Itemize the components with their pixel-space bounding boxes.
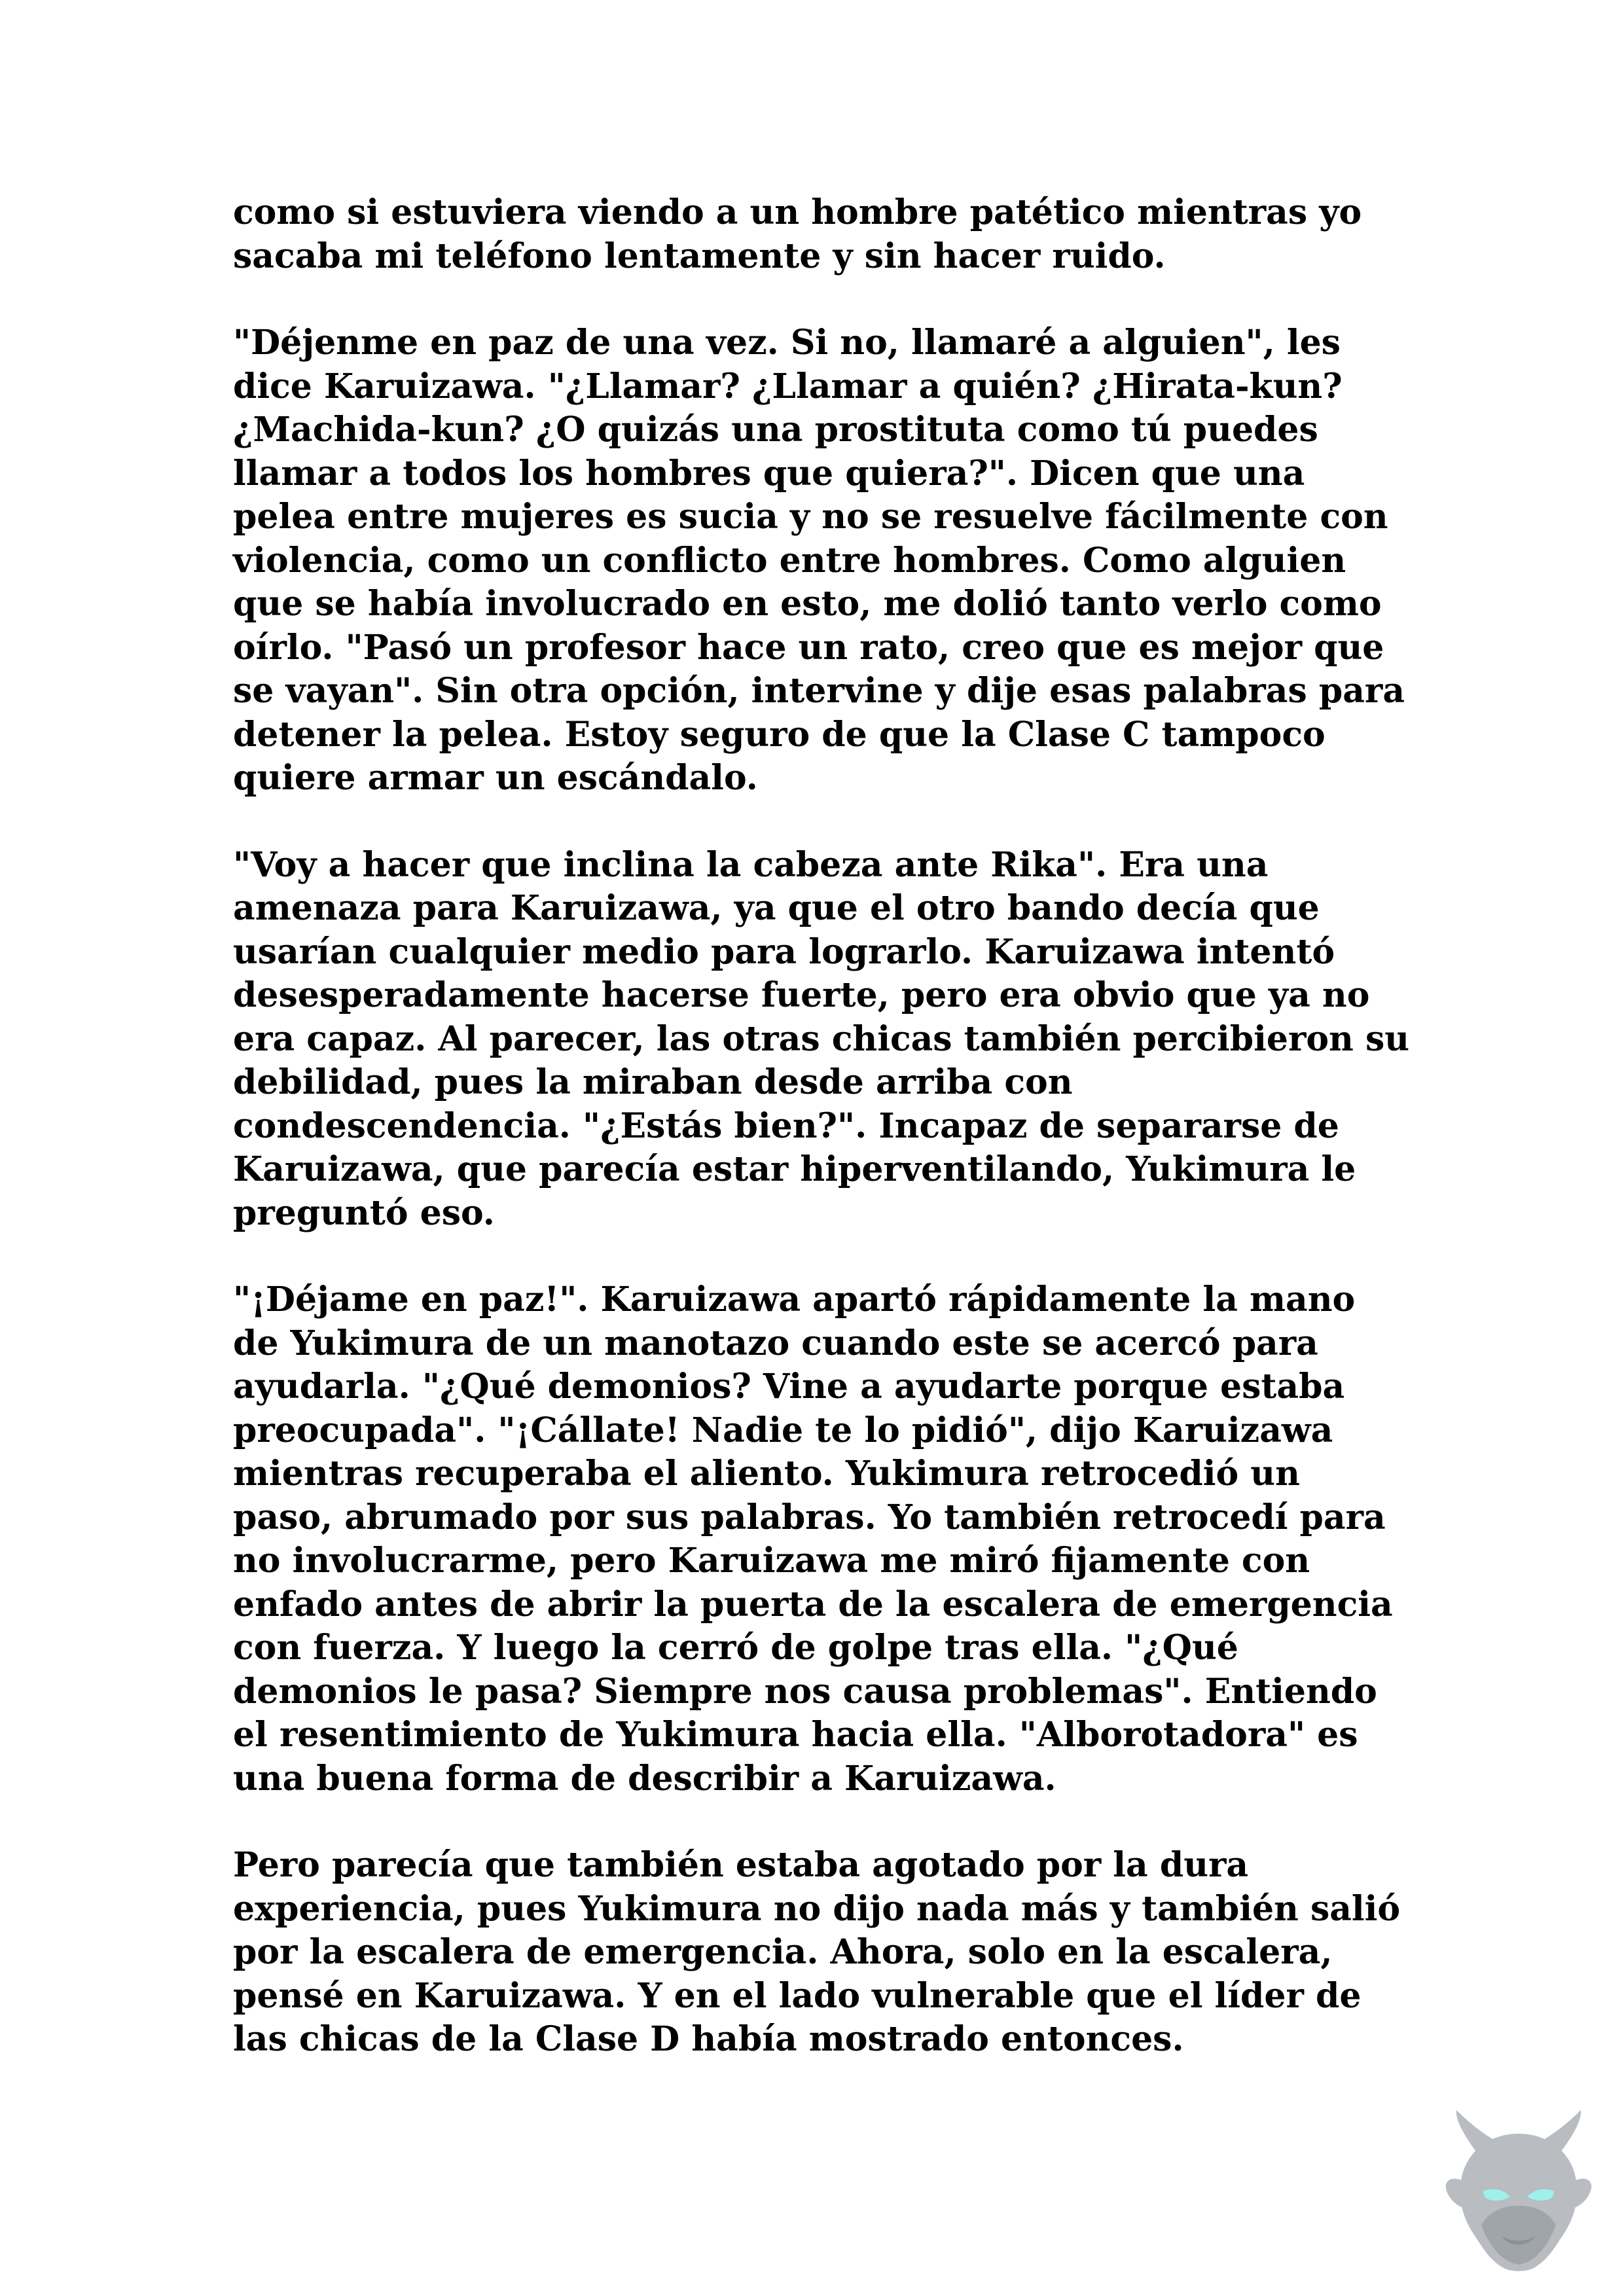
paragraph: "Voy a hacer que inclina la cabeza ante Rika". Era una amenaza para Karuizawa, ya que el otro bando decía que usarían cualquier medio para lograrlo. Karuizawa intentó desesperadamente hacerse fuerte, pero era obvio que ya no era capaz. Al parecer, las otras chicas también percibieron su debilidad, pues la miraban desde arriba con condescendencia. "¿Estás bien?". Incapaz de separarse de Karuizawa, que parecía estar hiperventilando, Yukimura le preguntó eso. xyxy=(233,844,1410,1233)
body-text xyxy=(233,191,1411,2062)
paragraph: "Déjenme en paz de una vez. Si no, llamaré a alguien", les dice Karuizawa. "¿Llamar? ¿Llamar a quién? ¿Hirata-kun? ¿Machida-kun? ¿O quizás una prostituta como tú puedes llamar a todos los hombres que quiera?". Dicen que una pelea entre mujeres es sucia y no se resuelve fácilmente con violencia, como un conflicto entre hombres. Como alguien que se había involucrado en esto, me dolió tanto verlo como oírlo. "Pasó un profesor hace un rato, creo que es mejor que se vayan". Sin otra opción, intervine y dije esas palabras para detener la pelea. Estoy seguro de que la Clase C tampoco quiere armar un escándalo. xyxy=(233,323,1405,798)
demon-head-logo-icon xyxy=(1437,2108,1600,2279)
paragraph: Pero parecía que también estaba agotado por la dura experiencia, pues Yukimura no dijo nada más y también salió por la escalera de emergencia. Ahora, solo en la escalera, pensé en Karuizawa. Y en el lado vulnerable que el líder de las chicas de la Clase D había mostrado entonces. xyxy=(233,1845,1401,2059)
paragraph: como si estuviera viendo a un hombre patético mientras yo sacaba mi teléfono lentamente y sin hacer ruido. xyxy=(233,192,1362,276)
paragraph: "¡Déjame en paz!". Karuizawa apartó rápidamente la mano de Yukimura de un manotazo cuando este se acercó para ayudarla. "¿Qué demonios? Vine a ayudarte porque estaba preocupada". "¡Cállate! Nadie te lo pidió", dijo Karuizawa mientras recuperaba el aliento. Yukimura retrocedió un paso, abrumado por sus palabras. Yo también retrocedí para no involucrarme, pero Karuizawa me miró fijamente con enfado antes de abrir la puerta de la escalera de emergencia con fuerza. Y luego la cerró de golpe tras ella. "¿Qué demonios le pasa? Siempre nos causa problemas". Entiendo el resentimiento de Yukimura hacia ella. "Alborotadora" es una buena forma de describir a Karuizawa. xyxy=(233,1280,1393,1799)
